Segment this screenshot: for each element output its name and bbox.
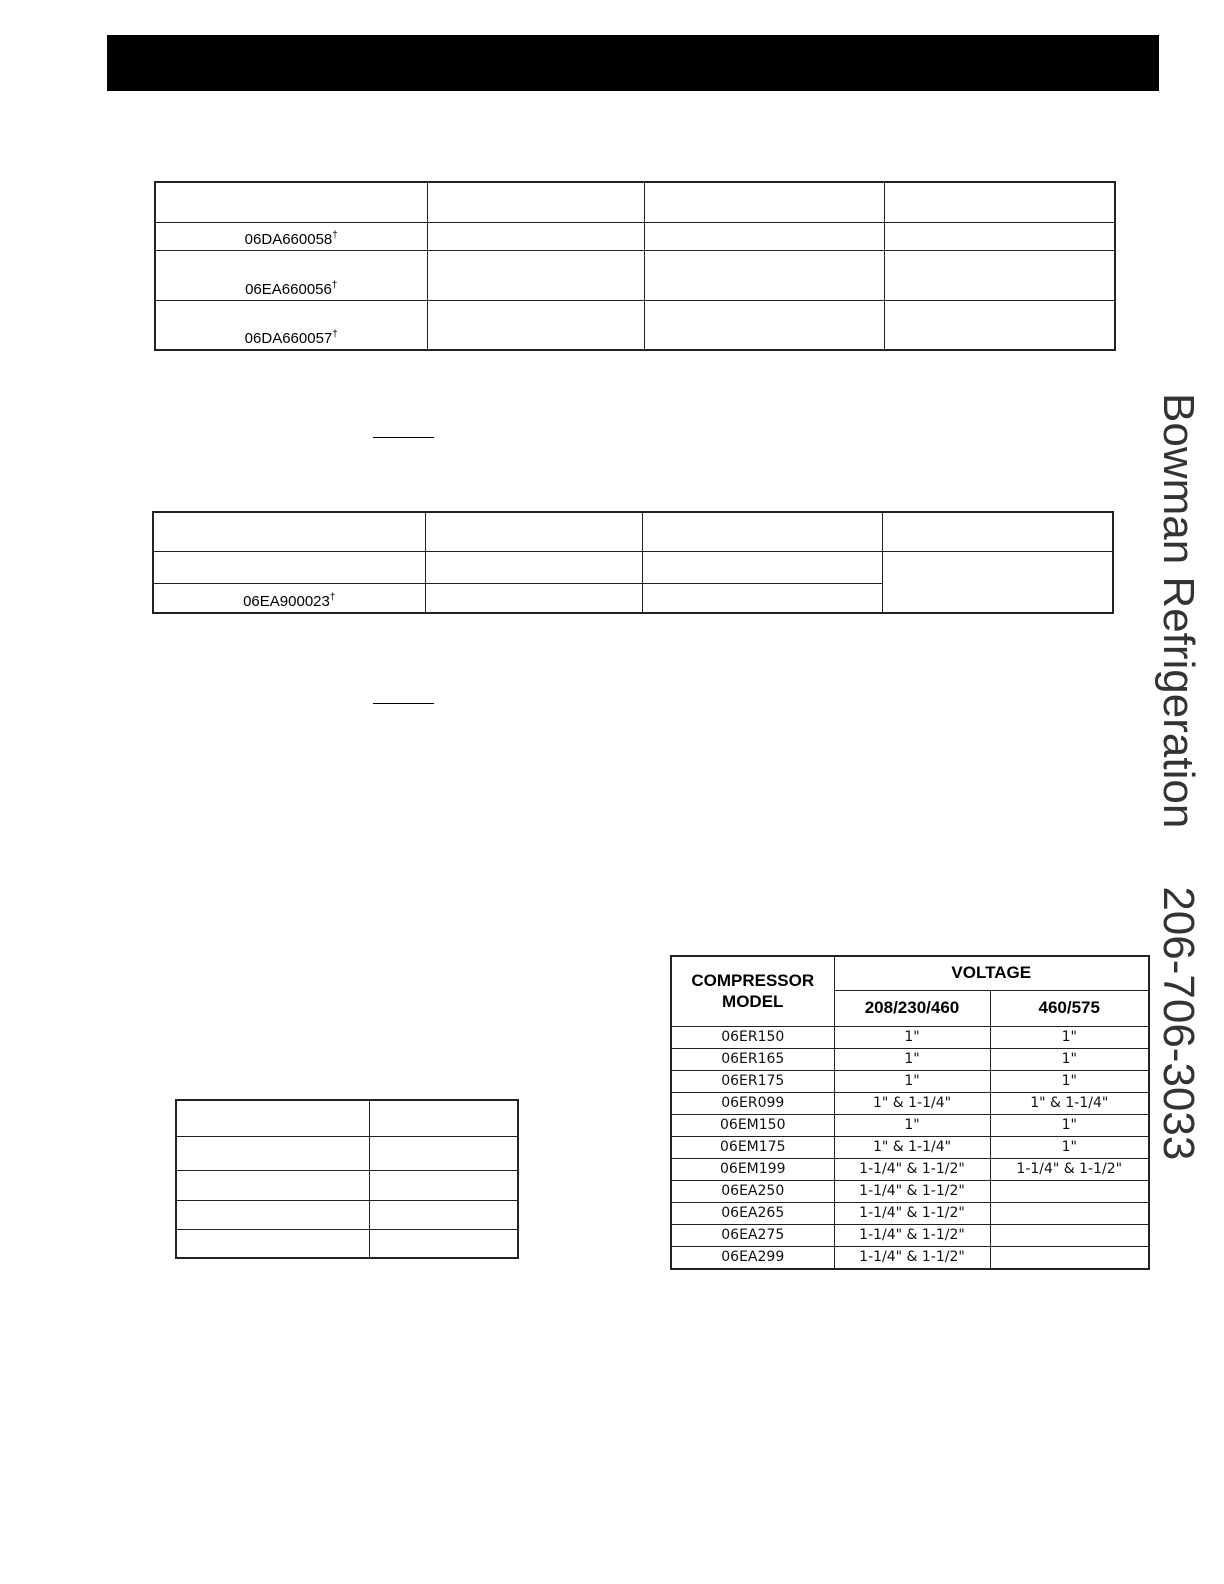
model-table-2	[152, 511, 1114, 614]
table-row	[671, 1114, 1149, 1136]
voltage-cell: 1" & 1-1/4"	[990, 1092, 1149, 1114]
table-row	[671, 1136, 1149, 1158]
table-row	[671, 1246, 1149, 1269]
model-cell: 06EA265	[671, 1202, 834, 1224]
table-row	[671, 1092, 1149, 1114]
model-cell: 06EA900023†	[153, 583, 425, 613]
voltage-cell: 1-1/4" & 1-1/2"	[834, 1180, 990, 1202]
table-row	[176, 1229, 518, 1258]
table-row	[671, 1026, 1149, 1048]
voltage-col-208-230-460: 208/230/460	[834, 990, 990, 1026]
table-row	[155, 300, 1115, 350]
header-bar	[107, 35, 1159, 91]
model-cell: 06DA660057†	[155, 300, 427, 350]
table-row	[176, 1136, 518, 1170]
voltage-col-460-575: 460/575	[990, 990, 1149, 1026]
table-row	[671, 1202, 1149, 1224]
table-row	[176, 1200, 518, 1229]
voltage-cell	[990, 1246, 1149, 1269]
table-row	[155, 222, 1115, 250]
table-row	[671, 1070, 1149, 1092]
table-row	[671, 1158, 1149, 1180]
voltage-cell: 1-1/4" & 1-1/2"	[834, 1158, 990, 1180]
voltage-cell	[990, 1224, 1149, 1246]
model-cell: 06EA299	[671, 1246, 834, 1269]
voltage-table	[670, 955, 1150, 1270]
underline-rule	[373, 437, 434, 438]
side-banner	[1153, 393, 1203, 1160]
voltage-cell: 1-1/4" & 1-1/2"	[990, 1158, 1149, 1180]
voltage-cell: 1"	[990, 1070, 1149, 1092]
table-row	[671, 1048, 1149, 1070]
model-cell: 06ER099	[671, 1092, 834, 1114]
table-header-row	[155, 182, 1115, 222]
model-cell: 06EM175	[671, 1136, 834, 1158]
voltage-cell: 1-1/4" & 1-1/2"	[834, 1246, 990, 1269]
model-cell: 06EM150	[671, 1114, 834, 1136]
voltage-cell: 1" & 1-1/4"	[834, 1092, 990, 1114]
voltage-cell	[990, 1180, 1149, 1202]
company-name: Bowman Refrigeration	[1154, 393, 1203, 829]
table-row	[155, 250, 1115, 300]
voltage-cell: 1"	[990, 1026, 1149, 1048]
voltage-cell: 1"	[834, 1114, 990, 1136]
voltage-cell: 1"	[834, 1048, 990, 1070]
model-cell: 06ER150	[671, 1026, 834, 1048]
table-row	[153, 551, 1113, 583]
voltage-cell: 1"	[834, 1026, 990, 1048]
compressor-model-header: COMPRESSOR MODEL	[671, 956, 834, 1026]
model-cell: 06EM199	[671, 1158, 834, 1180]
model-cell: 06EA660056†	[155, 250, 427, 300]
voltage-cell: 1-1/4" & 1-1/2"	[834, 1202, 990, 1224]
model-cell: 06EA250	[671, 1180, 834, 1202]
voltage-cell: 1"	[990, 1114, 1149, 1136]
underline-rule	[373, 703, 434, 704]
voltage-cell: 1"	[834, 1070, 990, 1092]
voltage-cell: 1"	[990, 1136, 1149, 1158]
table-header-row	[176, 1100, 518, 1136]
voltage-cell: 1" & 1-1/4"	[834, 1136, 990, 1158]
voltage-cell	[990, 1202, 1149, 1224]
table-row	[671, 1224, 1149, 1246]
voltage-header: VOLTAGE	[834, 956, 1149, 990]
table-row	[176, 1170, 518, 1200]
model-cell: 06DA660058†	[155, 222, 427, 250]
table-header-row	[153, 512, 1113, 551]
voltage-cell: 1"	[990, 1048, 1149, 1070]
small-table	[175, 1099, 519, 1259]
table-row	[671, 1180, 1149, 1202]
phone-number: 206-706-3033	[1154, 886, 1203, 1161]
model-cell: 06EA275	[671, 1224, 834, 1246]
model-cell: 06ER175	[671, 1070, 834, 1092]
voltage-cell: 1-1/4" & 1-1/2"	[834, 1224, 990, 1246]
model-table-1	[154, 181, 1116, 351]
model-cell: 06ER165	[671, 1048, 834, 1070]
